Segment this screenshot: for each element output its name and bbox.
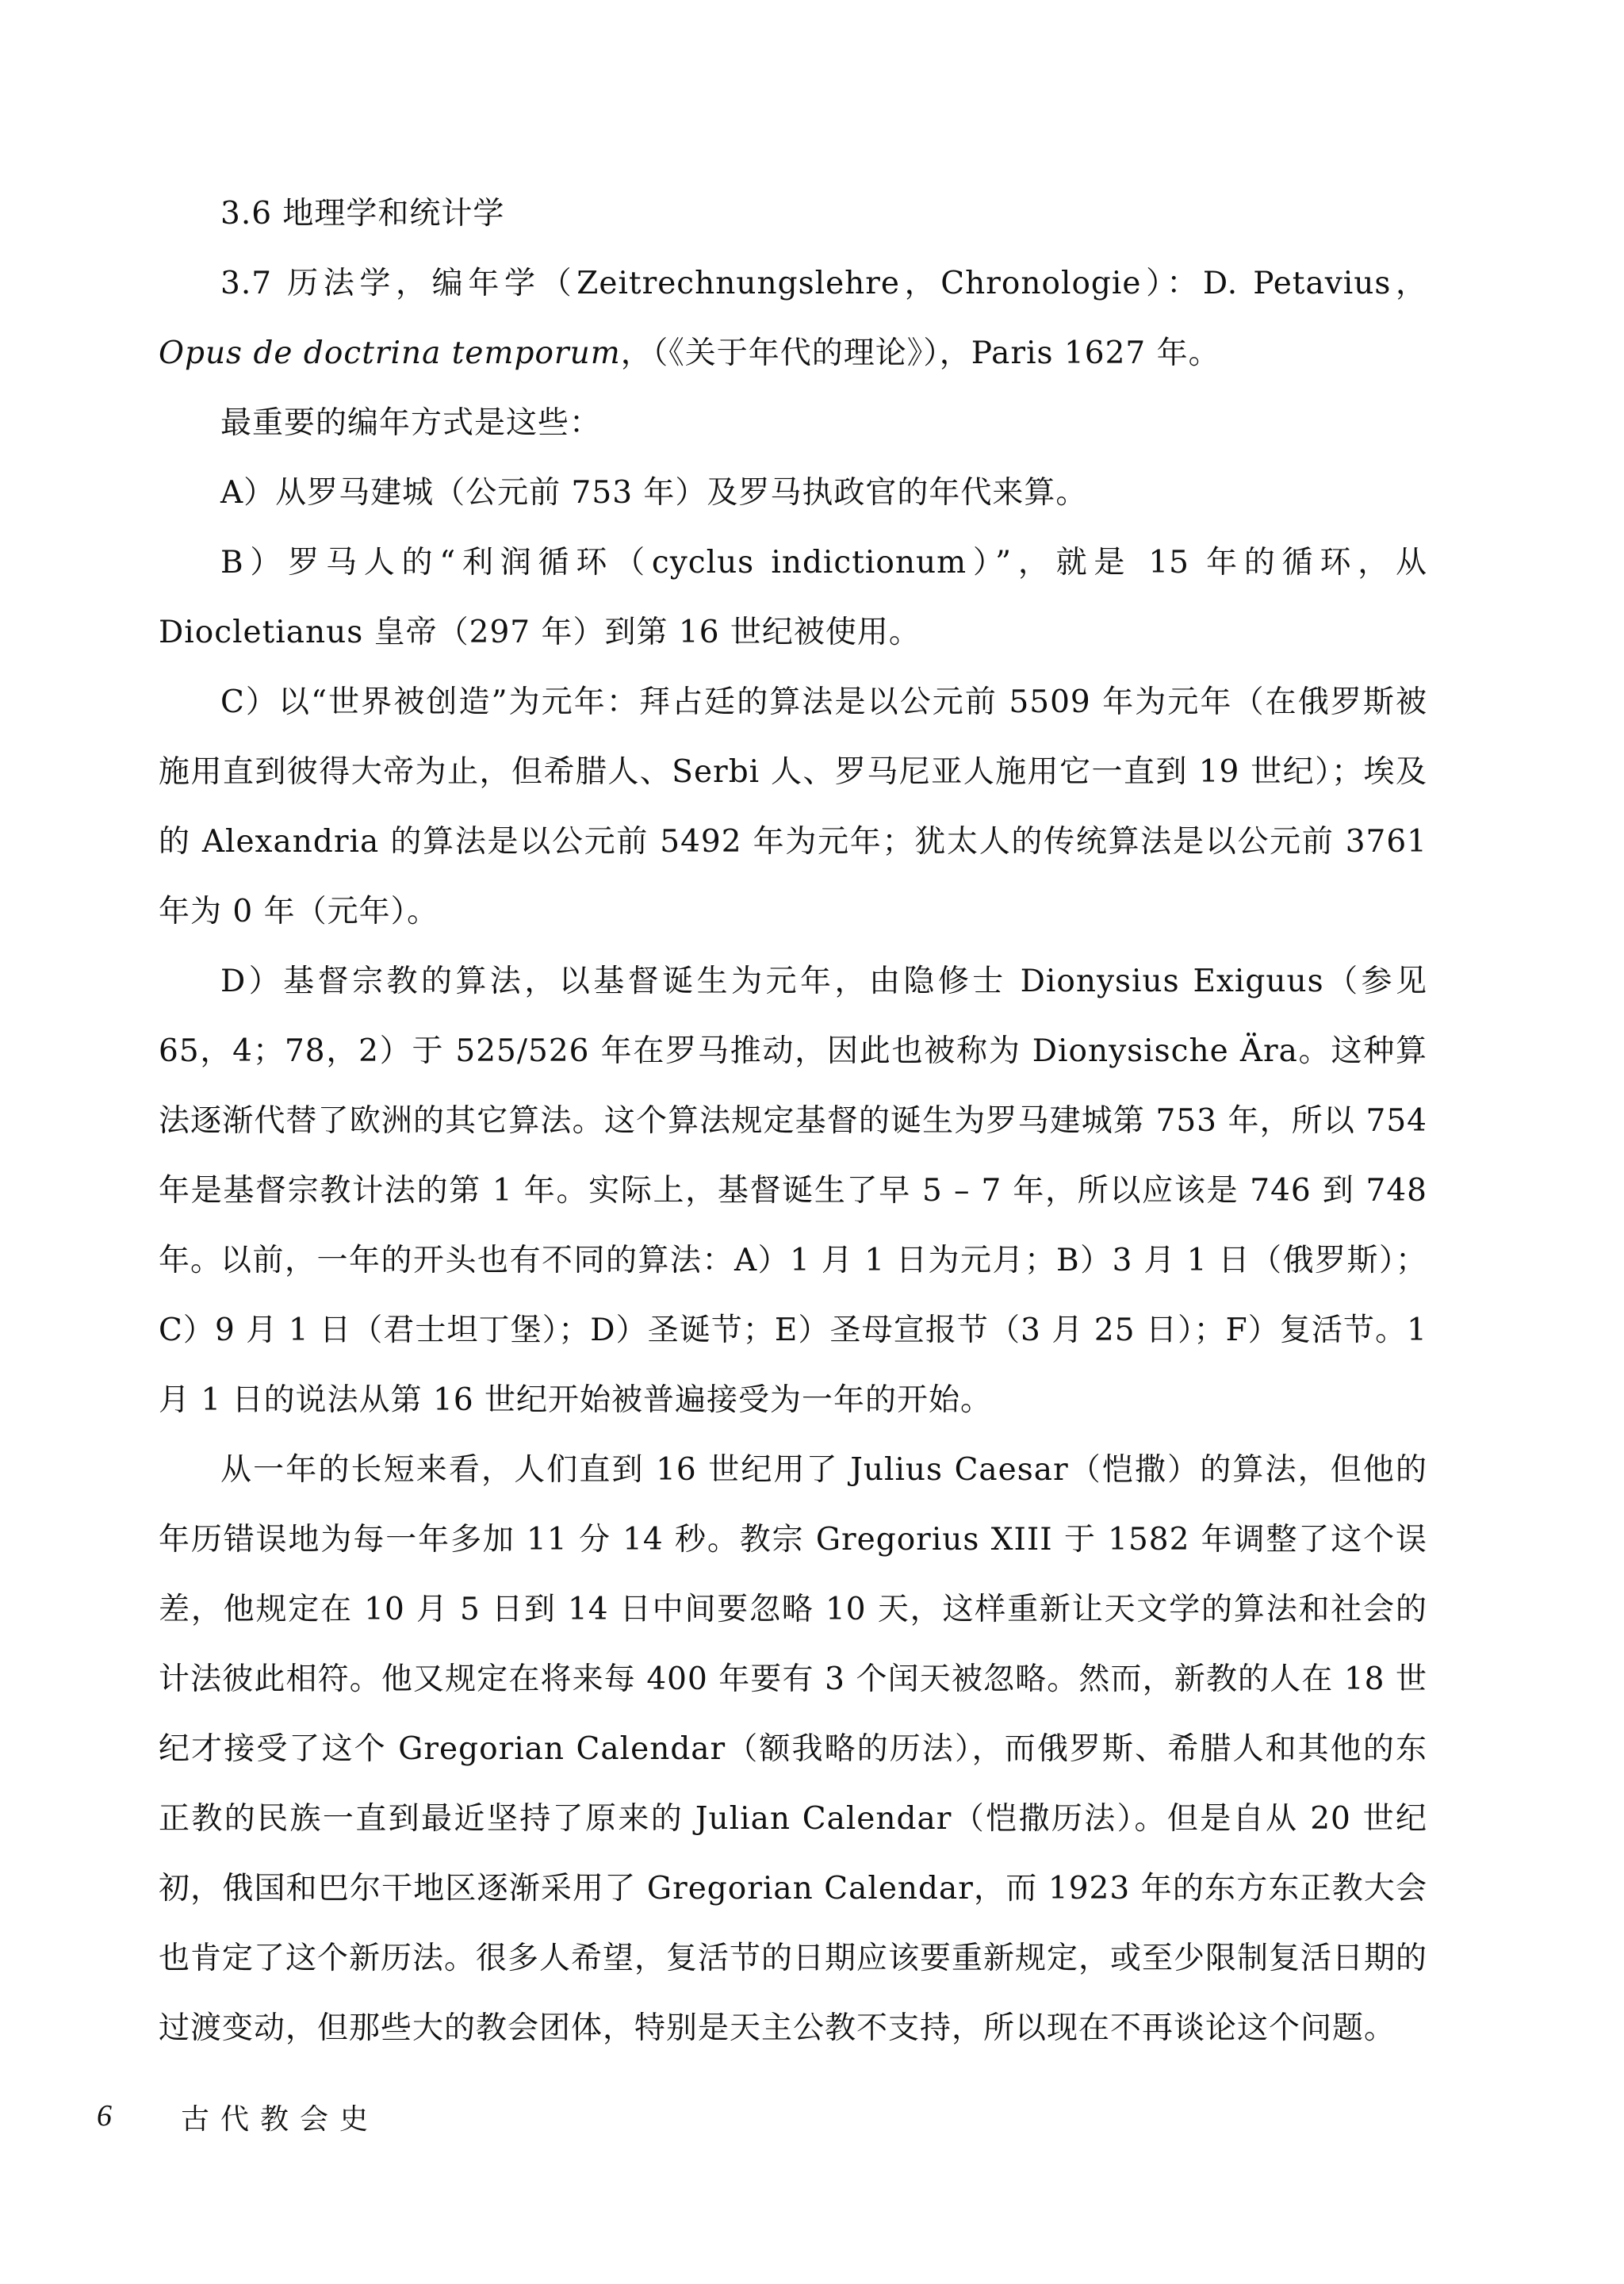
paragraph-b: B）罗马人的“利润循环（cyclus indictionum）”，就是 15 年的循环，从 Diocletianus 皇帝（297 年）到第 16 世纪被使用。 xyxy=(159,545,1427,650)
paragraph-year-start: 以前，一年的开头也有不同的算法：A）1 月 1 日为元月；B）3 月 1 日（俄罗斯）；C）9 月 1 日（君士坦丁堡）；D）圣诞节；E）圣母宣报节（3 月 25 日）；F）复活节。1 月 1 日的说法从第 16 世纪开始被普遍接受为一年的开始。 xyxy=(159,1243,1427,1418)
paragraph-c: C）以“世界被创造”为元年：拜占廷的算法是以公元前 5509 年为元年（在俄罗斯被施用直到彼得大帝为止，但希腊人、Serbi 人、罗马尼亚人施用它一直到 19 世纪）；埃及的 Alexandria 的算法是以公元前 5492 年为元年；犹太人的传统算法是以公元前 3761 年为 0 年（元年）。 xyxy=(159,684,1427,929)
running-footer-title: 古代教会史 xyxy=(181,2103,380,2136)
paragraph-intro: 最重要的编年方式是这些： xyxy=(220,405,602,441)
paragraph-calendar: 从一年的长短来看，人们直到 16 世纪用了 Julius Caesar（恺撒）的算法，但他的年历错误地为每一年多加 11 分 14 秒。教宗 Gregorius XIII 于 1582 年调整了这个误差，他规定在 10 月 5 日到 14 日中间要忽略 10 天，这样重新让天文学的算法和社会的计法彼此相符。他又规定在将来每 400 年要有 3 个闰天被忽略。然而，新教的人在 18 世纪才接受了这个 Gregorian Calendar（额我略的历法），而俄罗斯、希腊人和其他的东正教的民族一直到最近坚持了原来的 Julian Calendar（恺撒历法）。但是自从 20 世纪初，俄国和巴尔干地区逐渐采用了 Gregorian Calendar，而 1923 年的东方东正教大会也肯定了这个新历法。很多人希望，复活节的日期应该要重新规定，或至少限制复活日期的过渡变动，但那些大的教会团体，特别是天主公教不支持，所以现在不再谈论这个问题。 xyxy=(159,1452,1428,2046)
paragraph-d: D）基督宗教的算法，以基督诞生为元年，由隐修士 Dionysius Exiguus（参见 65，4；78，2）于 525/526 年在罗马推动，因此也被称为 Dionysische Ära。这种算法逐渐代替了欧洲的其它算法。这个算法规定基督的诞生为罗马建城第 753 年，所以 754 年是基督宗教计法的第 1 年。实际上，基督诞生了早 5 – 7 年，所以应该是 746 到 748 年。 xyxy=(159,964,1427,1278)
page-number: 6 xyxy=(97,2099,112,2133)
paragraph-3-7-tail: ，（《关于年代的理论》），Paris 1627 年。 xyxy=(620,335,1220,371)
paragraph-3-7 xyxy=(159,249,1427,389)
book-title-italic: Opus de doctrina temporum xyxy=(159,335,621,371)
paragraph-a: A）从罗马建城（公元前 753 年）及罗马执政官的年代来算。 xyxy=(220,475,1088,511)
section-heading-3-6: 3.6 地理学和统计学 xyxy=(220,196,505,232)
paragraph-3-7-lead: 3.7 历法学，编年学（Zeitrechnungslehre，Chronologie）：D. Petavius， xyxy=(220,266,1427,301)
